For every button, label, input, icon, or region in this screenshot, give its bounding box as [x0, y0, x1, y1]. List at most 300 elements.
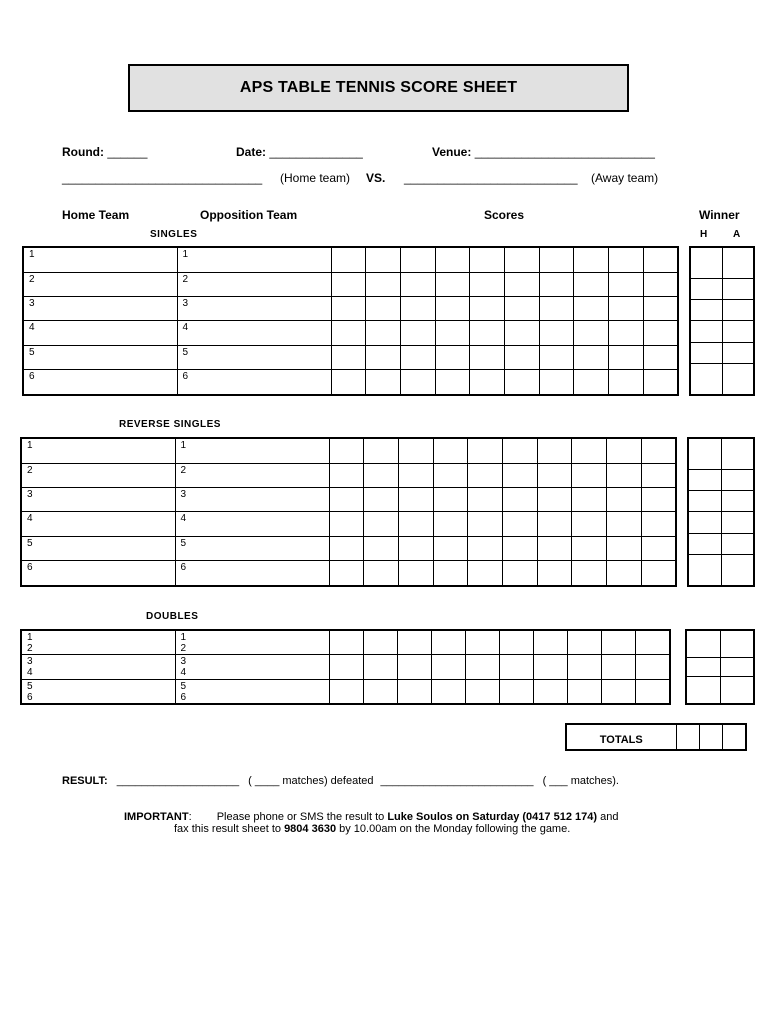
home-player-cell[interactable]: 1	[23, 247, 177, 272]
score-cell[interactable]	[470, 370, 505, 395]
score-cell[interactable]	[329, 536, 364, 560]
winner-h-cell[interactable]	[690, 342, 722, 363]
table-row	[21, 438, 676, 463]
home-player-2: 6	[27, 691, 33, 703]
score-cell[interactable]	[397, 655, 431, 679]
home-player-cell[interactable]: 4	[23, 321, 177, 345]
score-cell[interactable]	[609, 345, 644, 369]
away-team-field[interactable]	[404, 171, 578, 185]
home-player-1: 5	[27, 680, 33, 692]
score-cell[interactable]	[433, 463, 468, 487]
score-cell[interactable]	[568, 679, 602, 704]
score-cell[interactable]	[468, 463, 503, 487]
table-row	[23, 247, 678, 272]
score-cell[interactable]	[465, 655, 499, 679]
score-cell[interactable]	[468, 512, 503, 536]
score-cell[interactable]	[400, 297, 435, 321]
score-cell[interactable]	[499, 655, 533, 679]
score-cell[interactable]	[534, 679, 568, 704]
score-cell[interactable]	[329, 679, 363, 704]
totals-a-cell[interactable]	[699, 724, 722, 750]
round-blank[interactable]: ______	[107, 145, 148, 159]
score-cell[interactable]	[574, 345, 609, 369]
score-cell[interactable]	[331, 272, 366, 296]
score-cell[interactable]	[572, 438, 607, 463]
winner-a-cell[interactable]	[722, 247, 754, 279]
home-pair-cell[interactable]	[21, 655, 175, 679]
table-row	[688, 512, 754, 533]
opposition-player-1: 5	[180, 680, 187, 692]
score-cell[interactable]	[400, 345, 435, 369]
score-cell[interactable]	[398, 463, 433, 487]
score-cell[interactable]	[572, 488, 607, 512]
table-row	[690, 321, 754, 342]
score-cell[interactable]	[504, 297, 539, 321]
score-cell[interactable]	[468, 536, 503, 560]
score-cell[interactable]	[539, 370, 574, 395]
winner-heading: Winner	[699, 208, 740, 222]
opposition-player-cell[interactable]: 1	[175, 438, 329, 463]
score-cell[interactable]	[607, 438, 642, 463]
score-cell[interactable]	[607, 488, 642, 512]
opposition-pair-cell[interactable]	[175, 679, 329, 704]
table-row	[23, 321, 678, 345]
table-row	[23, 345, 678, 369]
score-cell[interactable]	[435, 370, 470, 395]
score-cell[interactable]	[468, 488, 503, 512]
score-cell[interactable]	[504, 321, 539, 345]
score-cell[interactable]	[363, 655, 397, 679]
score-cell[interactable]	[609, 272, 644, 296]
result-line	[62, 775, 619, 787]
vs-label: VS.	[366, 171, 386, 185]
home-team-label: (Home team)	[280, 171, 351, 185]
winner-h-cell[interactable]	[690, 247, 722, 279]
score-cell[interactable]	[641, 488, 676, 512]
opposition-player-2: 2	[180, 643, 187, 654]
score-cell[interactable]	[636, 655, 670, 679]
winner-h-cell[interactable]	[690, 300, 722, 321]
score-cell[interactable]	[364, 512, 399, 536]
winner-h-cell[interactable]	[690, 321, 722, 342]
important-contact: Luke Soulos on Saturday (0417 512 174)	[387, 811, 598, 823]
opposition-pair-cell[interactable]	[175, 630, 329, 655]
score-cell[interactable]	[574, 321, 609, 345]
home-pair-cell[interactable]	[21, 630, 175, 655]
score-cell[interactable]	[400, 272, 435, 296]
score-cell[interactable]	[433, 512, 468, 536]
winner-a-cell[interactable]	[720, 676, 754, 704]
table-row	[688, 554, 754, 586]
score-cell[interactable]	[329, 463, 364, 487]
score-cell[interactable]	[643, 247, 678, 272]
table-row	[690, 363, 754, 395]
opposition-player-cell[interactable]: 2	[177, 272, 331, 296]
winner-h-cell[interactable]	[690, 279, 722, 300]
score-cell[interactable]	[366, 345, 401, 369]
totals-table	[565, 723, 747, 751]
score-cell[interactable]	[364, 536, 399, 560]
score-cell[interactable]	[609, 370, 644, 395]
score-cell[interactable]	[435, 247, 470, 272]
score-cell[interactable]	[363, 630, 397, 655]
score-cell[interactable]	[435, 345, 470, 369]
score-cell[interactable]	[572, 536, 607, 560]
table-row	[686, 676, 754, 704]
score-cell[interactable]	[433, 561, 468, 586]
score-cell[interactable]	[572, 512, 607, 536]
score-cell[interactable]	[366, 370, 401, 395]
score-cell[interactable]	[539, 247, 574, 272]
winner-h-cell[interactable]	[686, 658, 720, 677]
round-label: Round:	[62, 145, 104, 159]
score-cell[interactable]	[470, 272, 505, 296]
home-player-cell[interactable]: 2	[23, 272, 177, 296]
score-cell[interactable]	[572, 561, 607, 586]
score-cell[interactable]	[607, 536, 642, 560]
table-row	[688, 533, 754, 554]
home-pair-cell[interactable]	[21, 679, 175, 704]
score-cell[interactable]	[641, 512, 676, 536]
score-cell[interactable]	[468, 561, 503, 586]
score-cell[interactable]	[643, 370, 678, 395]
opposition-pair-cell[interactable]	[175, 655, 329, 679]
date-field[interactable]	[236, 145, 363, 159]
round-field[interactable]	[62, 145, 147, 159]
important-colon: :	[188, 811, 192, 823]
important-and: and	[600, 811, 619, 823]
score-cell[interactable]	[568, 630, 602, 655]
table-row	[686, 630, 754, 658]
score-cell[interactable]	[431, 655, 465, 679]
score-cell[interactable]	[431, 679, 465, 704]
home-player-1: 3	[27, 656, 33, 668]
score-cell[interactable]	[465, 630, 499, 655]
score-cell[interactable]	[572, 463, 607, 487]
winner-a-heading: A	[733, 229, 741, 240]
score-cell[interactable]	[329, 655, 363, 679]
winner-h-cell[interactable]	[688, 533, 721, 554]
score-cell[interactable]	[643, 345, 678, 369]
winner-a-cell[interactable]	[721, 470, 754, 491]
result-label: RESULT:	[62, 775, 108, 787]
singles-table	[22, 246, 679, 396]
score-cell[interactable]	[499, 679, 533, 704]
score-cell[interactable]	[537, 438, 572, 463]
table-row	[690, 279, 754, 300]
result-winner-matches[interactable]: ( ____ matches) defeated	[248, 775, 374, 787]
home-player-2: 4	[27, 667, 33, 679]
score-cell[interactable]	[470, 321, 505, 345]
score-cell[interactable]	[502, 561, 537, 586]
score-cell[interactable]	[331, 247, 366, 272]
home-player-cell[interactable]: 4	[21, 512, 175, 536]
score-cell[interactable]	[537, 536, 572, 560]
title-text: APS TABLE TENNIS SCORE SHEET	[239, 79, 518, 96]
date-label: Date:	[236, 145, 267, 159]
score-cell[interactable]	[400, 247, 435, 272]
winner-h-heading: H	[700, 229, 708, 240]
score-cell[interactable]	[641, 561, 676, 586]
score-cell[interactable]	[331, 297, 366, 321]
winner-a-cell[interactable]	[722, 321, 754, 342]
score-cell[interactable]	[331, 345, 366, 369]
opposition-player-cell[interactable]: 3	[177, 297, 331, 321]
score-cell[interactable]	[364, 488, 399, 512]
opposition-player-cell[interactable]: 3	[175, 488, 329, 512]
singles-winner-table	[689, 246, 755, 396]
score-cell[interactable]	[534, 655, 568, 679]
singles-label: SINGLES	[150, 229, 198, 240]
opposition-player-cell[interactable]: 1	[177, 247, 331, 272]
score-cell[interactable]	[568, 655, 602, 679]
venue-blank[interactable]: ___________________________	[474, 145, 655, 159]
score-cell[interactable]	[607, 561, 642, 586]
score-cell[interactable]	[366, 272, 401, 296]
opposition-player-cell[interactable]: 4	[177, 321, 331, 345]
winner-h-cell[interactable]	[690, 363, 722, 395]
reverse-singles-label: REVERSE SINGLES	[119, 419, 221, 430]
reverse-singles-winner-table	[687, 437, 755, 587]
score-cell[interactable]	[470, 345, 505, 369]
score-cell[interactable]	[602, 630, 636, 655]
score-cell[interactable]	[636, 630, 670, 655]
home-player-cell[interactable]: 3	[21, 488, 175, 512]
table-row	[688, 438, 754, 470]
score-cell[interactable]	[609, 321, 644, 345]
winner-a-cell[interactable]	[721, 491, 754, 512]
doubles-winner-table	[685, 629, 755, 705]
reverse-singles-table	[20, 437, 677, 587]
result-loser-blank[interactable]: _________________________	[380, 775, 534, 787]
winner-a-cell[interactable]	[722, 300, 754, 321]
venue-field[interactable]	[432, 145, 655, 159]
score-cell[interactable]	[602, 655, 636, 679]
score-cell[interactable]	[435, 297, 470, 321]
score-cell[interactable]	[329, 630, 363, 655]
score-cell[interactable]	[397, 679, 431, 704]
score-cell[interactable]	[537, 488, 572, 512]
opposition-player-cell[interactable]: 6	[175, 561, 329, 586]
away-team-blank[interactable]: __________________________	[404, 171, 578, 185]
home-player-cell[interactable]: 6	[21, 561, 175, 586]
score-cell[interactable]	[609, 247, 644, 272]
opposition-player-1: 3	[180, 656, 187, 668]
opposition-player-2: 4	[180, 667, 187, 679]
away-team-label: (Away team)	[591, 171, 659, 185]
score-cell[interactable]	[607, 512, 642, 536]
score-cell[interactable]	[398, 488, 433, 512]
score-cell[interactable]	[366, 321, 401, 345]
important-fax-number: 9804 3630	[284, 823, 337, 835]
score-cell[interactable]	[465, 679, 499, 704]
home-player-cell[interactable]: 5	[23, 345, 177, 369]
score-cell[interactable]	[534, 630, 568, 655]
important-text-1: Please phone or SMS the result to	[216, 811, 385, 823]
scores-heading: Scores	[484, 208, 525, 222]
winner-a-cell[interactable]	[721, 438, 754, 470]
table-row	[23, 297, 678, 321]
important-line-2	[174, 823, 570, 835]
table-row	[21, 463, 676, 487]
score-cell[interactable]	[539, 272, 574, 296]
opposition-player-cell[interactable]: 2	[175, 463, 329, 487]
score-cell[interactable]	[400, 370, 435, 395]
score-cell[interactable]	[643, 321, 678, 345]
score-cell[interactable]	[398, 438, 433, 463]
score-cell[interactable]	[435, 272, 470, 296]
winner-h-cell[interactable]	[686, 676, 720, 704]
winner-a-cell[interactable]	[722, 279, 754, 300]
score-cell[interactable]	[539, 345, 574, 369]
score-cell[interactable]	[400, 321, 435, 345]
score-cell[interactable]	[537, 512, 572, 536]
winner-h-cell[interactable]	[688, 470, 721, 491]
score-cell[interactable]	[502, 536, 537, 560]
score-cell[interactable]	[435, 321, 470, 345]
opposition-team-heading: Opposition Team	[200, 208, 298, 222]
winner-h-cell[interactable]	[688, 554, 721, 586]
home-team-field[interactable]	[62, 171, 262, 185]
score-cell[interactable]	[602, 679, 636, 704]
score-cell[interactable]	[366, 247, 401, 272]
important-line-1	[124, 811, 618, 823]
score-cell[interactable]	[433, 488, 468, 512]
totals-label: TOTALS	[566, 724, 676, 750]
home-team-blank[interactable]: ______________________________	[62, 171, 263, 185]
score-cell[interactable]	[470, 297, 505, 321]
table-row	[21, 561, 676, 586]
result-winner-blank[interactable]: ____________________	[116, 775, 240, 787]
winner-h-cell[interactable]	[688, 512, 721, 533]
score-cell[interactable]	[329, 438, 364, 463]
score-cell[interactable]	[468, 438, 503, 463]
table-row	[690, 300, 754, 321]
score-cell[interactable]	[504, 247, 539, 272]
doubles-label: DOUBLES	[146, 611, 199, 622]
score-cell[interactable]	[499, 630, 533, 655]
score-cell[interactable]	[433, 438, 468, 463]
home-player-cell[interactable]: 1	[21, 438, 175, 463]
table-row	[690, 342, 754, 363]
home-player-2: 2	[27, 643, 33, 654]
score-cell[interactable]	[502, 438, 537, 463]
table-row	[21, 679, 670, 704]
winner-a-cell[interactable]	[722, 363, 754, 395]
score-cell[interactable]	[329, 512, 364, 536]
table-row	[21, 536, 676, 560]
score-cell[interactable]	[502, 463, 537, 487]
score-cell[interactable]	[504, 345, 539, 369]
score-cell[interactable]	[331, 321, 366, 345]
table-row	[23, 370, 678, 395]
score-cell[interactable]	[574, 247, 609, 272]
score-cell[interactable]	[329, 488, 364, 512]
score-cell[interactable]	[504, 272, 539, 296]
winner-a-cell[interactable]	[722, 342, 754, 363]
table-row	[21, 630, 670, 655]
score-cell[interactable]	[431, 630, 465, 655]
winner-h-cell[interactable]	[688, 491, 721, 512]
score-cell[interactable]	[364, 561, 399, 586]
table-row	[21, 488, 676, 512]
table-row	[566, 724, 746, 750]
score-cell[interactable]	[641, 536, 676, 560]
home-player-cell[interactable]: 2	[21, 463, 175, 487]
table-row	[21, 655, 670, 679]
score-cell[interactable]	[574, 272, 609, 296]
score-cell[interactable]	[609, 297, 644, 321]
score-cell[interactable]	[636, 679, 670, 704]
score-cell[interactable]	[398, 561, 433, 586]
score-cell[interactable]	[607, 463, 642, 487]
home-player-1: 1	[27, 632, 33, 643]
score-cell[interactable]	[574, 297, 609, 321]
table-row	[686, 658, 754, 677]
score-cell[interactable]	[364, 463, 399, 487]
score-cell[interactable]	[537, 463, 572, 487]
doubles-table	[20, 629, 671, 705]
score-cell[interactable]	[397, 630, 431, 655]
score-cell[interactable]	[398, 512, 433, 536]
score-cell[interactable]	[364, 438, 399, 463]
score-cell[interactable]	[329, 561, 364, 586]
score-cell[interactable]	[574, 370, 609, 395]
winner-h-cell[interactable]	[686, 630, 720, 658]
home-player-cell[interactable]: 3	[23, 297, 177, 321]
table-row	[690, 247, 754, 279]
winner-h-cell[interactable]	[688, 438, 721, 470]
score-cell[interactable]	[433, 536, 468, 560]
score-cell[interactable]	[537, 561, 572, 586]
score-cell[interactable]	[470, 247, 505, 272]
score-cell[interactable]	[641, 463, 676, 487]
opposition-player-cell[interactable]: 5	[175, 536, 329, 560]
score-cell[interactable]	[398, 536, 433, 560]
totals-h-cell[interactable]	[676, 724, 699, 750]
score-cell[interactable]	[643, 297, 678, 321]
score-cell[interactable]	[504, 370, 539, 395]
opposition-player-cell[interactable]: 4	[175, 512, 329, 536]
winner-a-cell[interactable]	[720, 630, 754, 658]
opposition-player-1: 1	[180, 632, 187, 643]
score-cell[interactable]	[363, 679, 397, 704]
score-cell[interactable]	[641, 438, 676, 463]
score-cell[interactable]	[502, 512, 537, 536]
opposition-player-cell[interactable]: 6	[177, 370, 331, 395]
date-blank[interactable]: ______________	[269, 145, 363, 159]
table-row	[688, 470, 754, 491]
table-row	[21, 512, 676, 536]
winner-a-cell[interactable]	[721, 554, 754, 586]
winner-a-cell[interactable]	[721, 512, 754, 533]
opposition-player-cell[interactable]: 5	[177, 345, 331, 369]
score-cell[interactable]	[643, 272, 678, 296]
score-cell[interactable]	[366, 297, 401, 321]
result-loser-matches[interactable]: ( ___ matches).	[542, 775, 619, 787]
score-cell[interactable]	[331, 370, 366, 395]
score-cell[interactable]	[502, 488, 537, 512]
score-cell[interactable]	[539, 297, 574, 321]
important-text-3: by 10.00am on the Monday following the game.	[339, 823, 571, 835]
home-team-heading: Home Team	[62, 208, 130, 222]
score-cell[interactable]	[539, 321, 574, 345]
important-label: IMPORTANT	[124, 811, 189, 823]
winner-a-cell[interactable]	[721, 533, 754, 554]
home-player-cell[interactable]: 6	[23, 370, 177, 395]
winner-a-cell[interactable]	[720, 658, 754, 677]
home-player-cell[interactable]: 5	[21, 536, 175, 560]
